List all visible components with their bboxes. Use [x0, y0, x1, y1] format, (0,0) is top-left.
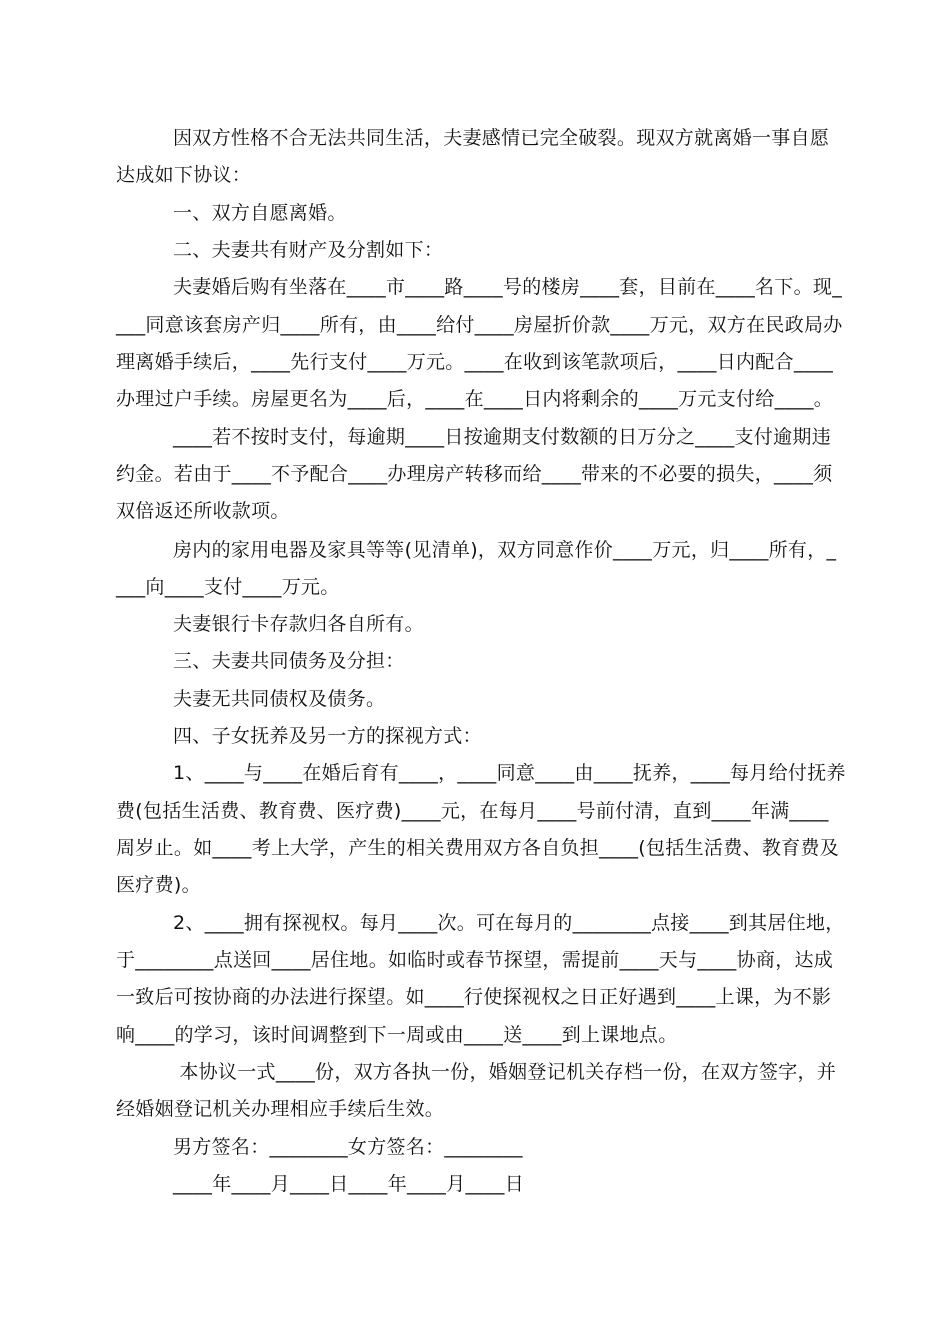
custody-item1-line1: 1、____与____在婚后育有____，____同意____由____抚养，____每月给付抚养: [173, 762, 846, 784]
clause-1-heading: 一、双方自愿离婚。: [173, 202, 347, 224]
visitation-item2-line3: 一致后可按协商的办法进行探望。如____行使探视权之日正好遇到____上课，为不影: [116, 986, 832, 1008]
agreement-copies-line2: 经婚姻登记机关办理相应手续后生效。: [116, 1098, 445, 1120]
custody-item1-line2: 费(包括生活费、教育费、医疗费)____元，在每月____号前付清，直到____年满____: [116, 800, 829, 822]
clause-4-heading: 四、子女抚养及另一方的探视方式：: [173, 725, 482, 747]
visitation-item2-line2: 于________点送回____居住地。如临时或春节探望，需提前____天与____协商，达成: [116, 949, 834, 971]
penalty-paragraph-line3: 双倍返还所收款项。: [116, 500, 290, 522]
furniture-paragraph-line2: ___向____支付____万元。: [116, 576, 340, 598]
clause-3-heading: 三、夫妻共同债务及分担：: [173, 650, 405, 672]
property-paragraph-line3: 理离婚手续后，____先行支付____万元。____在收到该笔款项后，____日内配合____: [116, 351, 834, 373]
custody-item1-line3: 周岁止。如____考上大学，产生的相关费用双方各自负担____(包括生活费、教育费及: [116, 837, 840, 859]
property-paragraph-line4: 办理过户手续。房屋更名为____后，____在____日内将剩余的____万元支付给____。: [116, 388, 834, 410]
property-paragraph-line1: 夫妻婚后购有坐落在____市____路____号的楼房____套，目前在____名下。现_: [173, 276, 843, 298]
penalty-paragraph-line1: ____若不按时支付，每逾期____日按逾期支付数额的日万分之____支付逾期违: [173, 426, 832, 448]
bank-deposit-line: 夫妻银行卡存款归各自所有。: [173, 613, 424, 635]
custody-item1-line4: 医疗费)。: [116, 874, 201, 896]
penalty-paragraph-line2: 约金。若由于____不予配合____办理房产转移而给____带来的不必要的损失，____须: [116, 463, 833, 485]
clause-2-heading: 二、夫妻共有财产及分割如下：: [173, 239, 444, 261]
visitation-item2-line4: 响____的学习，该时间调整到下一周或由____送____到上课地点。: [116, 1024, 678, 1046]
property-paragraph-line2: ___同意该套房产归____所有，由____给付____房屋折价款____万元，双方在民政局办: [116, 314, 843, 336]
signature-line: 男方签名：________女方签名：________: [173, 1136, 523, 1158]
agreement-copies-line1: 本协议一式____份，双方各执一份，婚姻登记机关存档一份，在双方签字，并: [173, 1061, 837, 1083]
furniture-paragraph-line1: 房内的家用电器及家具等等(见清单)，双方同意作价____万元，归____所有，_: [173, 539, 837, 561]
date-line: ____年____月____日____年____月____日: [173, 1173, 524, 1195]
debt-line: 夫妻无共同债权及债务。: [173, 688, 386, 710]
visitation-item2-line1: 2、____拥有探视权。每月____次。可在每月的________点接____到其居住地，: [173, 912, 845, 934]
paragraph-intro-line1: 因双方性格不合无法共同生活，夫妻感情已完全破裂。现双方就离婚一事自愿: [173, 127, 830, 149]
paragraph-intro-line2: 达成如下协议：: [116, 164, 252, 186]
